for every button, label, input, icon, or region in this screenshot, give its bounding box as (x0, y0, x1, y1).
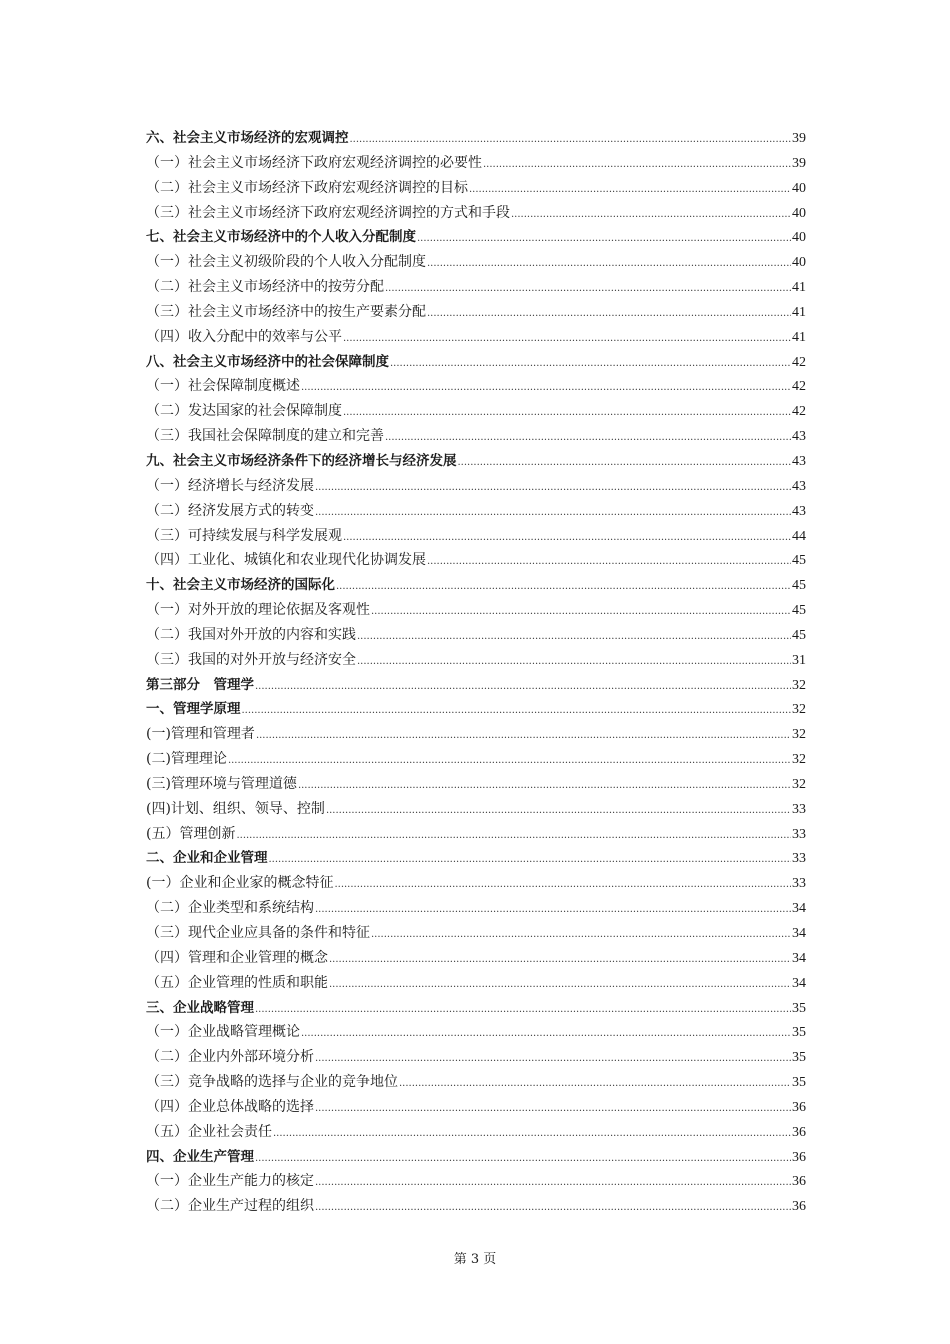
toc-entry[interactable] (146, 797, 806, 822)
toc-dot-leader (273, 1120, 791, 1147)
toc-entry[interactable] (146, 250, 806, 275)
toc-entry-title: （四）工业化、城镇化和农业现代化协调发展 (146, 552, 426, 569)
toc-entry-title: (一）企业和企业家的概念特征 (146, 875, 334, 892)
toc-dot-leader (427, 548, 791, 575)
toc-entry-page-number: 36 (792, 1149, 806, 1165)
toc-dot-leader (315, 1169, 791, 1196)
toc-entry-page-number: 33 (792, 876, 806, 892)
toc-entry[interactable] (146, 648, 806, 673)
toc-entry-page-number: 42 (792, 379, 806, 395)
toc-dot-leader (255, 996, 791, 1023)
toc-entry[interactable] (146, 1045, 806, 1070)
toc-entry-title: （五）企业社会责任 (146, 1123, 272, 1140)
toc-entry-page-number: 45 (792, 627, 806, 643)
toc-entry-page-number: 32 (792, 752, 806, 768)
toc-entry-title: 二、企业和企业管理 (146, 850, 268, 867)
toc-dot-leader (301, 1020, 791, 1047)
toc-dot-leader (329, 946, 791, 973)
toc-entry-title: （三）社会主义市场经济中的按生产要素分配 (146, 303, 426, 320)
toc-dot-leader (390, 350, 791, 377)
toc-entry[interactable] (146, 896, 806, 921)
toc-dot-leader (336, 573, 791, 600)
toc-entry[interactable] (146, 548, 806, 573)
toc-entry-page-number: 45 (792, 578, 806, 594)
toc-dot-leader (357, 623, 791, 650)
toc-entry-title: (二)管理理论 (146, 751, 227, 768)
toc-entry-page-number: 43 (792, 453, 806, 469)
toc-entry[interactable] (146, 1120, 806, 1145)
toc-entry[interactable] (146, 697, 806, 722)
toc-entry-title: （三）现代企业应具备的条件和特征 (146, 925, 370, 941)
toc-dot-leader (329, 971, 791, 998)
toc-dot-leader (417, 225, 791, 252)
toc-entry[interactable] (146, 1145, 806, 1170)
toc-dot-leader (228, 747, 791, 774)
toc-entry-title: （二）企业内外部环境分析 (146, 1049, 314, 1066)
toc-entry-page-number: 34 (792, 975, 806, 991)
toc-entry-page-number: 33 (792, 826, 806, 842)
toc-entry[interactable] (146, 871, 806, 896)
toc-entry-page-number: 34 (792, 950, 806, 966)
toc-entry-page-number: 42 (792, 404, 806, 420)
toc-dot-leader (399, 1070, 791, 1097)
toc-dot-leader (343, 399, 791, 426)
toc-entry-title: （一）社会主义初级阶段的个人收入分配制度 (146, 254, 426, 271)
toc-entry-title: 一、管理学原理 (146, 701, 241, 718)
toc-entry[interactable] (146, 176, 806, 201)
toc-dot-leader (427, 300, 791, 327)
toc-entry-title: 四、企业生产管理 (146, 1148, 254, 1165)
toc-dot-leader (343, 524, 791, 551)
toc-entry-page-number: 36 (792, 1124, 806, 1140)
toc-entry-title: 三、企业战略管理 (146, 999, 254, 1016)
toc-entry-page-number: 32 (792, 776, 806, 792)
toc-entry-page-number: 32 (792, 677, 806, 693)
toc-dot-leader (315, 896, 791, 923)
toc-entry[interactable] (146, 747, 806, 772)
toc-entry[interactable] (146, 449, 806, 474)
toc-dot-leader (256, 722, 791, 749)
toc-dot-leader (301, 374, 791, 401)
toc-entry-title: （二）经济发展方式的转变 (146, 502, 314, 519)
toc-dot-leader (469, 176, 791, 203)
toc-entry[interactable] (146, 772, 806, 797)
toc-dot-leader (315, 474, 791, 501)
toc-entry-title: （一）企业生产能力的核定 (146, 1173, 314, 1190)
toc-dot-leader (334, 871, 791, 898)
toc-entry-title: （二）发达国家的社会保障制度 (146, 403, 342, 420)
toc-entry[interactable] (146, 722, 806, 747)
toc-entry[interactable] (146, 673, 806, 698)
toc-entry-title: （三）竞争战略的选择与企业的竞争地位 (146, 1074, 398, 1091)
toc-entry[interactable] (146, 225, 806, 250)
toc-entry[interactable] (146, 201, 806, 226)
toc-entry-title: （四）管理和企业管理的概念 (146, 949, 328, 966)
toc-dot-leader (315, 1194, 791, 1221)
toc-entry-title: (四)计划、组织、领导、控制 (146, 800, 325, 817)
toc-entry-page-number: 33 (792, 801, 806, 817)
toc-entry[interactable] (146, 350, 806, 375)
toc-entry-title: （一）企业战略管理概论 (146, 1024, 300, 1041)
toc-entry[interactable] (146, 996, 806, 1021)
toc-dot-leader (385, 275, 791, 302)
toc-entry-title: （二）企业类型和系统结构 (146, 900, 314, 917)
toc-entry-title: （五）企业管理的性质和职能 (146, 974, 328, 991)
toc-entry-title: 十、社会主义市场经济的国际化 (146, 577, 335, 594)
toc-entry-title: （四）收入分配中的效率与公平 (146, 328, 342, 345)
toc-entry-title: （三）社会主义市场经济下政府宏观经济调控的方式和手段 (146, 204, 510, 221)
toc-dot-leader (315, 499, 791, 526)
toc-dot-leader (427, 250, 791, 277)
toc-entry[interactable] (146, 126, 806, 151)
toc-entry[interactable] (146, 424, 806, 449)
toc-entry-title: 六、社会主义市场经济的宏观调控 (146, 130, 349, 146)
toc-entry-page-number: 40 (792, 255, 806, 271)
toc-entry-page-number: 34 (792, 901, 806, 917)
toc-entry-page-number: 45 (792, 603, 806, 619)
toc-entry-page-number: 41 (792, 329, 806, 345)
toc-entry-page-number: 43 (792, 478, 806, 494)
toc-entry-page-number: 36 (792, 1199, 806, 1215)
toc-entry[interactable] (146, 822, 806, 847)
toc-entry-title: 九、社会主义市场经济条件下的经济增长与经济发展 (146, 452, 457, 469)
toc-entry-title: （二）社会主义市场经济下政府宏观经济调控的目标 (146, 179, 468, 196)
toc-entry-title: 八、社会主义市场经济中的社会保障制度 (146, 353, 389, 370)
toc-entry-title: (五）管理创新 (146, 825, 236, 842)
toc-dot-leader (350, 126, 792, 153)
toc-entry-title: （一）社会主义市场经济下政府宏观经济调控的必要性 (146, 154, 482, 171)
toc-dot-leader (326, 797, 791, 824)
toc-entry[interactable] (146, 499, 806, 524)
toc-entry-page-number: 35 (792, 1075, 806, 1091)
toc-entry-page-number: 39 (792, 155, 806, 171)
toc-dot-leader (343, 325, 791, 352)
toc-dot-leader (458, 449, 792, 476)
toc-dot-leader (298, 772, 791, 799)
toc-entry[interactable] (146, 1020, 806, 1045)
toc-entry-title: 第三部分 管理学 (146, 676, 254, 693)
toc-entry[interactable] (146, 623, 806, 648)
page-footer: 第 3 页 (453, 1252, 497, 1267)
toc-dot-leader (242, 697, 792, 724)
toc-entry-page-number: 32 (792, 702, 806, 718)
toc-entry-title: （二）社会主义市场经济中的按劳分配 (146, 279, 384, 296)
toc-entry[interactable] (146, 374, 806, 399)
toc-entry-page-number: 35 (792, 1050, 806, 1066)
toc-entry[interactable] (146, 598, 806, 623)
toc-entry-page-number: 39 (792, 131, 806, 146)
toc-dot-leader (315, 1095, 791, 1122)
toc-entry-page-number: 41 (792, 280, 806, 296)
toc-entry-page-number: 44 (792, 528, 806, 544)
toc-entry-title: 七、社会主义市场经济中的个人收入分配制度 (146, 229, 416, 246)
toc-entry-title: （二）企业生产过程的组织 (146, 1198, 314, 1215)
toc-entry-page-number: 43 (792, 503, 806, 519)
toc-entry-page-number: 43 (792, 429, 806, 445)
toc-entry[interactable] (146, 399, 806, 424)
toc-entry-title: （一）社会保障制度概述 (146, 378, 300, 395)
toc-dot-leader (371, 598, 791, 625)
toc-entry[interactable] (146, 921, 806, 946)
toc-entry[interactable] (146, 1095, 806, 1120)
toc-entry-page-number: 45 (792, 553, 806, 569)
toc-dot-leader (511, 201, 791, 228)
toc-entry[interactable] (146, 1169, 806, 1194)
toc-entry[interactable] (146, 573, 806, 598)
toc-dot-leader (315, 1045, 791, 1072)
table-of-contents (146, 126, 806, 1219)
toc-entry-page-number: 32 (792, 727, 806, 743)
toc-dot-leader (483, 151, 791, 178)
toc-entry[interactable] (146, 1194, 806, 1219)
toc-entry[interactable] (146, 151, 806, 176)
toc-dot-leader (236, 822, 791, 849)
toc-entry-title: （一）经济增长与经济发展 (146, 477, 314, 494)
toc-entry-page-number: 35 (792, 1025, 806, 1041)
toc-entry-page-number: 40 (792, 205, 806, 221)
toc-entry-title: （三）我国的对外开放与经济安全 (146, 651, 356, 668)
toc-entry[interactable] (146, 325, 806, 350)
toc-entry[interactable] (146, 300, 806, 325)
toc-entry-page-number: 35 (792, 1000, 806, 1016)
toc-entry-page-number: 31 (792, 652, 806, 668)
toc-entry-page-number: 41 (792, 304, 806, 320)
toc-entry-page-number: 33 (792, 851, 806, 867)
toc-entry-title: （一）对外开放的理论依据及客观性 (146, 602, 370, 619)
toc-entry-title: (一)管理和管理者 (146, 726, 255, 743)
toc-entry[interactable] (146, 474, 806, 499)
toc-entry-title: （三）可持续发展与科学发展观 (146, 527, 342, 544)
toc-entry-title: （二）我国对外开放的内容和实践 (146, 626, 356, 643)
toc-entry-page-number: 36 (792, 1174, 806, 1190)
toc-dot-leader (385, 424, 791, 451)
toc-dot-leader (357, 648, 791, 675)
toc-entry-title: （四）企业总体战略的选择 (146, 1098, 314, 1115)
toc-dot-leader (269, 846, 792, 873)
toc-entry[interactable] (146, 946, 806, 971)
toc-entry-page-number: 36 (792, 1099, 806, 1115)
toc-entry[interactable] (146, 524, 806, 549)
toc-entry-page-number: 40 (792, 180, 806, 196)
toc-entry-page-number: 40 (792, 230, 806, 246)
toc-entry[interactable] (146, 275, 806, 300)
toc-dot-leader (255, 673, 791, 700)
toc-dot-leader (371, 921, 791, 948)
toc-entry-page-number: 42 (792, 354, 806, 370)
toc-entry[interactable] (146, 1070, 806, 1095)
toc-entry-title: (三)管理环境与管理道德 (146, 775, 297, 792)
toc-entry[interactable] (146, 971, 806, 996)
toc-entry-page-number: 34 (792, 926, 806, 941)
toc-entry[interactable] (146, 846, 806, 871)
toc-dot-leader (255, 1145, 791, 1172)
toc-entry-title: （三）我国社会保障制度的建立和完善 (146, 428, 384, 445)
